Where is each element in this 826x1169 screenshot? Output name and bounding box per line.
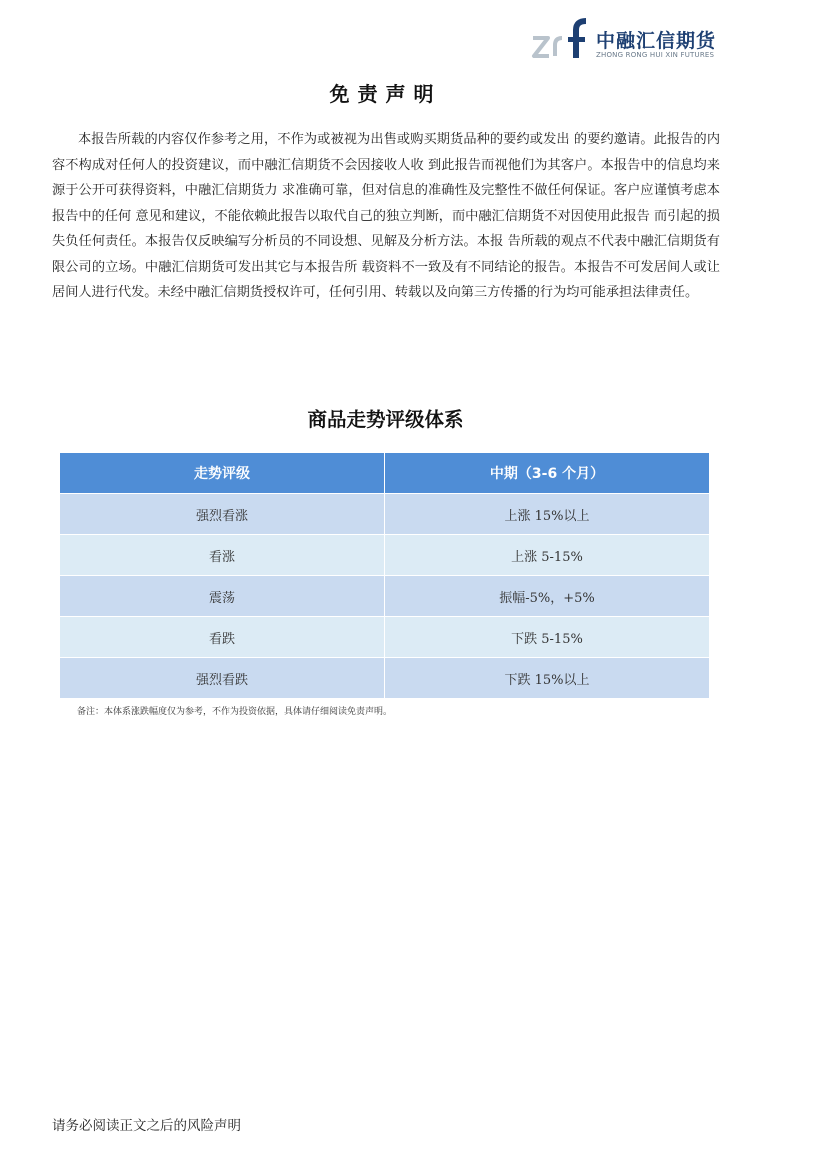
rating-system-title: 商品走势评级体系	[307, 408, 464, 431]
rating-cell: 看跌	[60, 617, 385, 658]
rating-table-header-row	[60, 453, 709, 494]
range-cell: 上涨 15%以上	[385, 494, 710, 535]
disclaimer-body: 本报告所载的内容仅作参考之用，不作为或被视为出售或购买期货品种的要约或发出 的要约邀请。此报告的内容不构成对任何人的投资建议，而中融汇信期货不会因接收人收 到此报告而视他们为其客户。本报告中的信息均来源于公开可获得资料，中融汇信期货力 求准确可靠，但对信息的准确性及完整性不做任何保证。客户应谨慎考虑本报告中的任何 意见和建议，不能依赖此报告以取代自己的独立判断，而中融汇信期货不对因使用此报告 而引起的损失负任何责任。本报告仅反映编写分析员的不同设想、见解及分析方法。本报 告所载的观点不代表中融汇信期货有限公司的立场。中融汇信期货可发出其它与本报告所 载资料不一致及有不同结论的报告。本报告不可发居间人或让居间人进行代发。未经中融汇信期货授权许可，任何引用、转载以及向第三方传播的行为均可能承担法律责任。	[52, 132, 720, 300]
company-logo	[530, 18, 720, 64]
logo-brand-text: 中融汇信期货	[596, 30, 717, 52]
range-cell: 振幅-5%，+5%	[385, 576, 710, 617]
range-cell: 下跌 5-15%	[385, 617, 710, 658]
table-row	[60, 535, 709, 576]
table-row	[60, 658, 709, 699]
header-trend-rating: 走势评级	[60, 453, 385, 494]
rating-cell: 强烈看跌	[60, 658, 385, 699]
range-cell: 上涨 5-15%	[385, 535, 710, 576]
table-row	[60, 576, 709, 617]
header-medium-term: 中期（3-6 个月）	[385, 453, 710, 494]
table-row	[60, 494, 709, 535]
range-cell: 下跌 15%以上	[385, 658, 710, 699]
disclaimer-title: 免责声明	[329, 82, 442, 106]
zrf-logo-mark-icon	[530, 18, 592, 64]
rating-cell: 强烈看涨	[60, 494, 385, 535]
rating-cell: 看涨	[60, 535, 385, 576]
logo-subtitle: ZHONG RONG HUI XIN FUTURES	[596, 51, 715, 59]
rating-table	[60, 453, 709, 698]
rating-cell: 震荡	[60, 576, 385, 617]
rating-note: 备注：本体系涨跌幅度仅为参考，不作为投资依据，具体请仔细阅读免责声明。	[77, 707, 393, 717]
table-row	[60, 617, 709, 658]
footer-risk-notice: 请务必阅读正文之后的风险声明	[52, 1118, 241, 1134]
